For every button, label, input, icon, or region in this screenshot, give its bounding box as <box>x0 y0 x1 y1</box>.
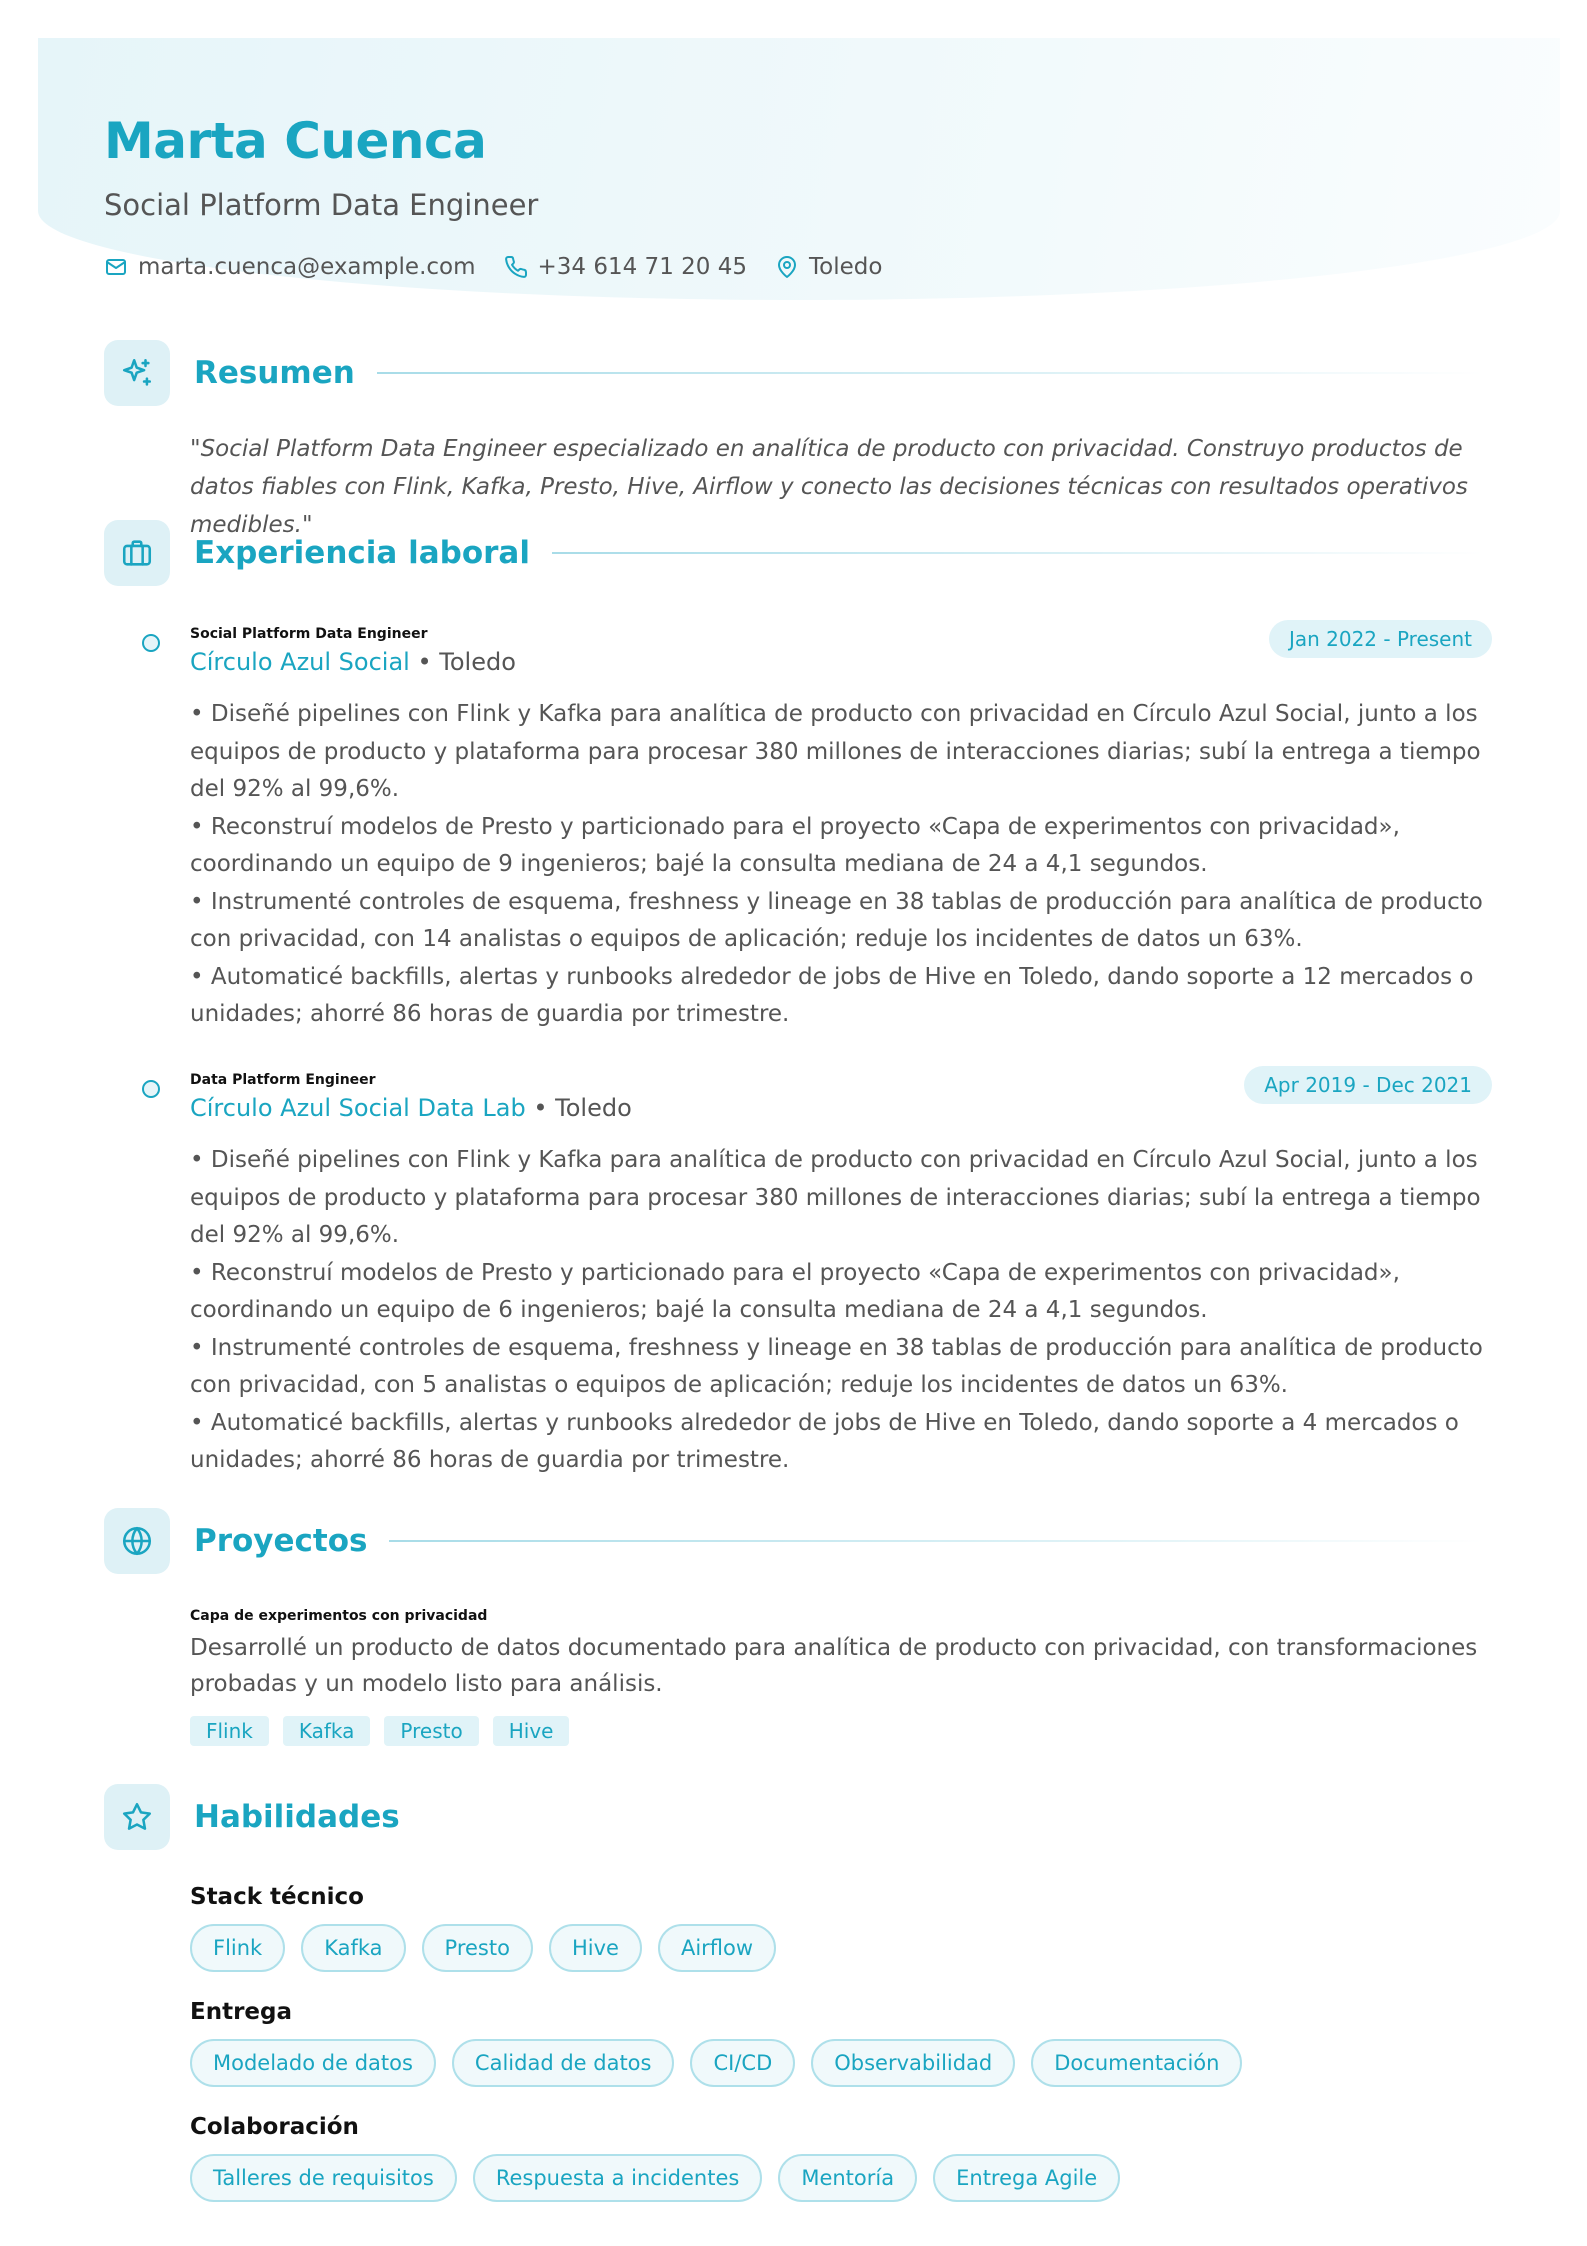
project-description: Desarrollé un producto de datos documentado para analítica de producto con privacidad, con transformaciones probadas y un modelo listo para análisis. <box>190 1635 1478 1697</box>
timeline-dot <box>142 634 160 652</box>
job-date-badge: Apr 2019 - Dec 2021 <box>1244 1066 1492 1104</box>
skill-pill: Observabilidad <box>811 2039 1015 2087</box>
skill-group-label: Entrega <box>190 1999 293 2025</box>
job-role: Social Platform Data Engineer <box>190 626 428 642</box>
skill-pills <box>190 2039 1500 2087</box>
skill-group <box>190 1999 1500 2087</box>
map-pin-icon <box>775 255 799 279</box>
project-tag: Kafka <box>283 1716 371 1746</box>
sparkle-icon <box>104 340 170 406</box>
timeline-dot <box>142 1080 160 1098</box>
star-icon <box>104 1784 170 1850</box>
briefcase-icon <box>104 520 170 586</box>
skill-group <box>190 1884 1500 1972</box>
job-bullet: • Reconstruí modelos de Presto y particionado para el proyecto «Capa de experimentos con privacidad», coordinando un equipo de 9 ingenieros; bajé la consulta mediana de 24 a 4,1 segundos. <box>190 813 1400 877</box>
job-bullets <box>190 696 1500 1034</box>
section-summary-header <box>104 340 1484 406</box>
section-title-experience: Experiencia laboral <box>194 535 530 571</box>
skill-pill: Airflow <box>658 1924 776 1972</box>
job-bullet: • Automaticé backfills, alertas y runbooks alrededor de jobs de Hive en Toledo, dando soporte a 4 mercados o unidades; ahorré 86 horas de guardia por trimestre. <box>190 1409 1459 1473</box>
skill-pills <box>190 1924 1500 1972</box>
skill-pills <box>190 2154 1500 2202</box>
contact-location <box>775 254 882 280</box>
job-location: • Toledo <box>409 648 516 676</box>
phone-icon <box>504 255 528 279</box>
job-bullet: • Reconstruí modelos de Presto y particionado para el proyecto «Capa de experimentos con privacidad», coordinando un equipo de 6 ingenieros; bajé la consulta mediana de 24 a 4,1 segundos. <box>190 1259 1400 1323</box>
location-text: Toledo <box>808 254 883 280</box>
project-name: Capa de experimentos con privacidad <box>190 1608 488 1624</box>
section-divider <box>389 1540 1484 1542</box>
summary-text: "Social Platform Data Engineer especializado en analítica de producto con privacidad. Construyo productos de datos fiables con Flink, Kafka, Presto, Hive, Airflow y conecto las decisiones técnicas con resultados operativos medibles." <box>190 436 1468 538</box>
globe-icon <box>104 1508 170 1574</box>
contact-bar <box>104 254 910 280</box>
mail-icon <box>104 255 128 279</box>
contact-phone[interactable] <box>504 254 747 280</box>
job-bullet: • Instrumenté controles de esquema, freshness y lineage en 38 tablas de producción para analítica de producto con privacidad, con 5 analistas o equipos de aplicación; reduje los incidentes de datos un 63%. <box>190 1334 1483 1398</box>
job-bullet: • Automaticé backfills, alertas y runbooks alrededor de jobs de Hive en Toledo, dando soporte a 12 mercados o unidades; ahorré 86 horas de guardia por trimestre. <box>190 963 1474 1027</box>
candidate-title: Social Platform Data Engineer <box>104 188 539 222</box>
phone-text: +34 614 71 20 45 <box>537 254 747 280</box>
skill-pill: Talleres de requisitos <box>190 2154 457 2202</box>
skill-pill: Modelado de datos <box>190 2039 436 2087</box>
job-company-line <box>190 648 516 676</box>
skill-pill: Presto <box>422 1924 533 1972</box>
project-tag: Hive <box>493 1716 570 1746</box>
section-divider <box>377 372 1484 374</box>
project-tag: Flink <box>190 1716 269 1746</box>
section-divider <box>552 552 1484 554</box>
project-tags <box>190 1716 1500 1746</box>
job-location: • Toledo <box>525 1094 632 1122</box>
section-title-skills: Habilidades <box>194 1799 400 1835</box>
skill-group <box>190 2114 1500 2202</box>
skill-pill: Entrega Agile <box>933 2154 1120 2202</box>
skill-pill: Mentoría <box>778 2154 917 2202</box>
job-role: Data Platform Engineer <box>190 1072 376 1088</box>
candidate-name: Marta Cuenca <box>104 112 487 170</box>
job-date-badge: Jan 2022 - Present <box>1269 620 1492 658</box>
section-projects-header <box>104 1508 1484 1574</box>
skill-group-label: Stack técnico <box>190 1884 364 1910</box>
section-title-projects: Proyectos <box>194 1523 368 1559</box>
job-bullet: • Instrumenté controles de esquema, freshness y lineage en 38 tablas de producción para analítica de producto con privacidad, con 14 analistas o equipos de aplicación; reduje los incidentes de datos un 63%. <box>190 888 1483 952</box>
section-title-summary: Resumen <box>194 355 355 391</box>
email-text: marta.cuenca@example.com <box>138 254 476 280</box>
job-bullet: • Diseñé pipelines con Flink y Kafka para analítica de producto con privacidad en Círculo Azul Social, junto a los equipos de producto y plataforma para procesar 380 millones de interacciones diarias; subí la entrega a tiempo del 92% al 99,6%. <box>190 701 1481 802</box>
job-bullet: • Diseñé pipelines con Flink y Kafka para analítica de producto con privacidad en Círculo Azul Social, junto a los equipos de producto y plataforma para procesar 380 millones de interacciones diarias; subí la entrega a tiempo del 92% al 99,6%. <box>190 1147 1481 1248</box>
skill-pill: CI/CD <box>690 2039 795 2087</box>
skill-pill: Respuesta a incidentes <box>473 2154 763 2202</box>
skill-pill: Flink <box>190 1924 285 1972</box>
section-experience-header <box>104 520 1484 586</box>
project-entry <box>190 1608 1500 1746</box>
skill-pill: Documentación <box>1031 2039 1242 2087</box>
skill-pill: Hive <box>549 1924 642 1972</box>
skill-pill: Calidad de datos <box>452 2039 675 2087</box>
job-bullets <box>190 1142 1500 1480</box>
job-company-line <box>190 1094 632 1122</box>
section-skills-header <box>104 1784 1484 1850</box>
project-tag: Presto <box>384 1716 478 1746</box>
contact-email[interactable] <box>104 254 476 280</box>
skill-group-label: Colaboración <box>190 2114 359 2140</box>
job-company: Círculo Azul Social <box>190 648 410 676</box>
job-company: Círculo Azul Social Data Lab <box>190 1094 526 1122</box>
skill-pill: Kafka <box>301 1924 405 1972</box>
